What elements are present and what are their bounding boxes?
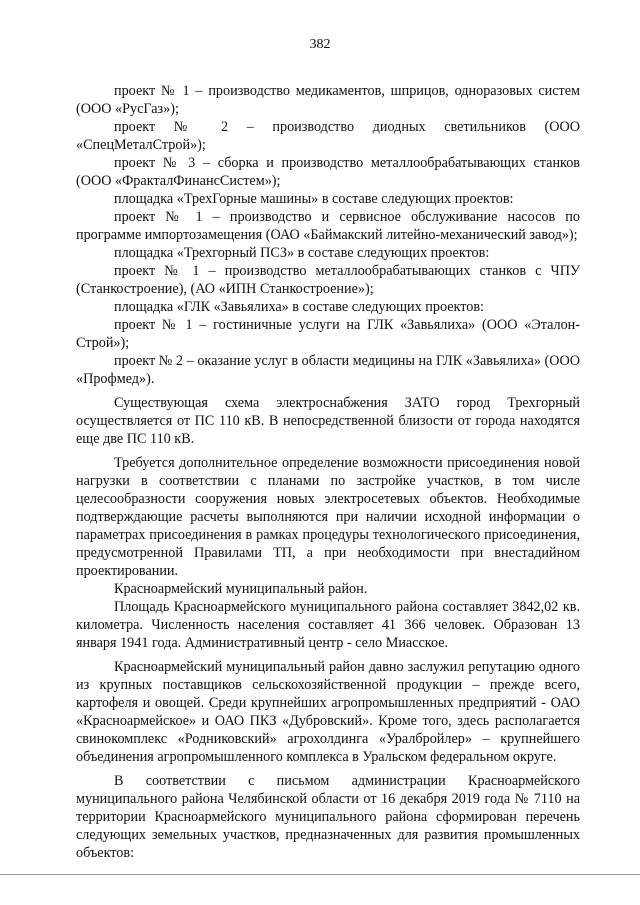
paragraph-land-plots-list: В соответствии с письмом администрации Красноармейского муниципального района Челябинской области от 16 декабря 2019 года № 7110 на территории Красноармейского муниципального района сформирован перечень следующих земельных участков, предназначенных для развития промышленных объектов: [76,773,580,861]
paragraph-area-population: Площадь Красноармейского муниципального района составляет 3842,02 кв. километра. Численность населения составляет 41 366 человек. Образован 13 января 1941 года. Административный центр - село Миасское. [76,599,580,651]
paragraph-project-1-etalon-stroy: проект № 1 – гостиничные услуги на ГЛК «Завьялиха» (ООО «Эталон-Строй»); [76,317,580,351]
page-bottom-divider [0,874,640,875]
paragraph-project-3-fractal: проект № 3 – сборка и производство металлообрабатывающих станков (ООО «ФракталФинансСистем»); [76,155,580,189]
paragraph-site-trekhgorny-psz: площадка «Трехгорный ПСЗ» в составе следующих проектов: [114,245,490,261]
document-body [76,82,580,862]
page-number: 382 [309,37,331,52]
paragraph-connection-requirements: Требуется дополнительное определение возможности присоединения новой нагрузки в соответствии с планами по застройке участков, в том числе целесообразности сооружения новых электросетевых объектов. Необходимые подтверждающие расчеты выполняются при наличии исходной информации о параметрах присоединения в рамках процедуры технологического присоединения, предусмотренной Правилами ТП, а при необходимости при внестадийном проектировании. [76,455,580,579]
paragraph-project-1-baymak: проект № 1 – производство и сервисное обслуживание насосов по программе импортозамещения (ОАО «Баймакский литейно-механический завод»); [76,209,580,243]
paragraph-site-glk-zavyalikha: площадка «ГЛК «Завьялиха» в составе следующих проектов: [114,299,484,315]
paragraph-project-1-stankostroenie: проект № 1 – производство металлообрабатывающих станков с ЧПУ (Станкостроение), (АО «ИПН Станкостроение»); [76,263,580,297]
paragraph-project-2-spetsmetalstroy: проект № 2 – производство диодных светильников (ООО «СпецМеталСтрой»); [76,119,580,153]
paragraph-krasnoarmeysky-heading: Красноармейский муниципальный район. [114,581,368,597]
paragraph-project-1-rusgaz: проект № 1 – производство медикаментов, шприцов, одноразовых систем (ООО «РусГаз»); [76,83,580,117]
paragraph-project-2-profmed: проект № 2 – оказание услуг в области медицины на ГЛК «Завьялиха» (ООО «Профмед»). [76,353,580,387]
paragraph-site-trekhgornye-mashiny: площадка «ТрехГорные машины» в составе следующих проектов: [114,191,514,207]
paragraph-power-supply: Существующая схема электроснабжения ЗАТО город Трехгорный осуществляется от ПС 110 кВ. В непосредственной близости от города находятся еще две ПС 110 кВ. [76,395,580,447]
paragraph-agriculture: Красноармейский муниципальный район давно заслужил репутацию одного из крупных поставщиков сельскохозяйственной продукции – прежде всего, картофеля и овощей. Среди крупнейших агропромышленных предприятий - ОАО «Красноармейское» и ОАО ПКЗ «Дубровский». Кроме того, здесь располагается свинокомплекс «Родниковский» агрохолдинга «Уралбройлер» – крупнейшего объединения агропромышленного комплекса в Уральском федеральном округе. [76,659,580,765]
